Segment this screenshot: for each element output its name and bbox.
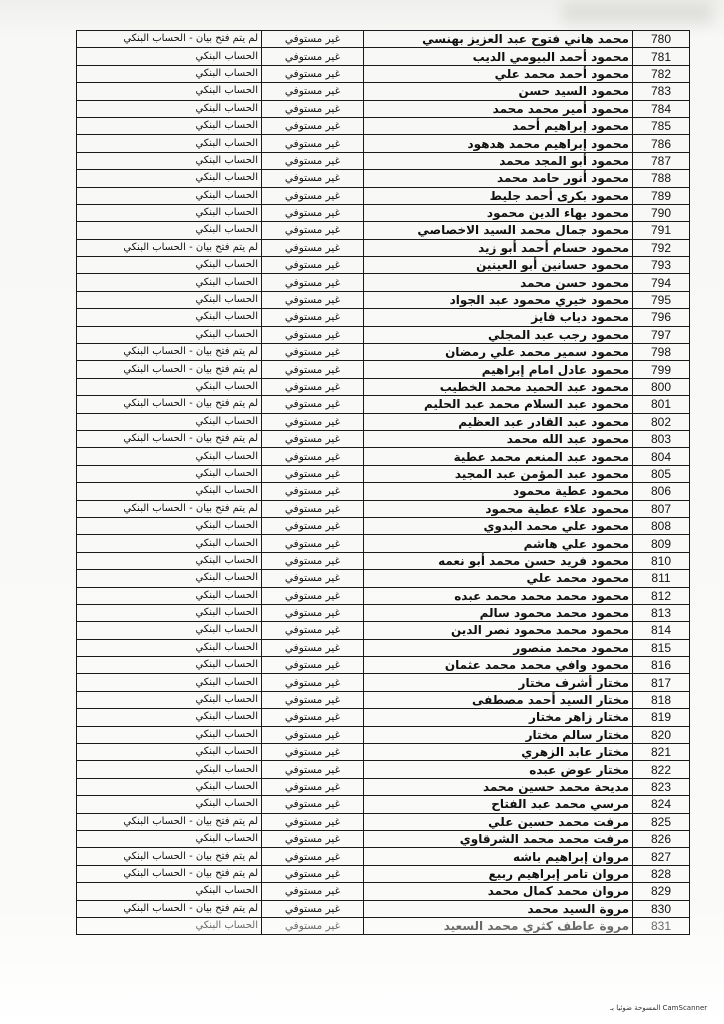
table-row <box>77 83 690 100</box>
name-cell: محمود سمير محمد علي رمضان <box>364 344 633 361</box>
table-row <box>77 830 690 847</box>
row-number-cell: 798 <box>633 344 690 361</box>
status-cell: غير مستوفي <box>262 430 364 447</box>
note-cell: الحساب البنكي <box>77 65 262 82</box>
note-cell: لم يتم فتح بيان - الحساب البنكي <box>77 31 262 48</box>
name-cell: محمود عادل امام إبراهيم <box>364 361 633 378</box>
status-cell: غير مستوفي <box>262 830 364 847</box>
table-row <box>77 570 690 587</box>
name-cell: مختار سالم مختار <box>364 726 633 743</box>
status-cell: غير مستوفي <box>262 204 364 221</box>
note-cell: الحساب البنكي <box>77 187 262 204</box>
status-cell: غير مستوفي <box>262 883 364 900</box>
note-cell: الحساب البنكي <box>77 204 262 221</box>
status-cell: غير مستوفي <box>262 274 364 291</box>
table-row <box>77 326 690 343</box>
status-cell: غير مستوفي <box>262 813 364 830</box>
table-row <box>77 100 690 117</box>
scan-smudge <box>562 2 712 24</box>
status-cell: غير مستوفي <box>262 744 364 761</box>
row-number-cell: 803 <box>633 430 690 447</box>
status-cell: غير مستوفي <box>262 570 364 587</box>
note-cell: الحساب البنكي <box>77 657 262 674</box>
name-cell: محمود بكرى أحمد جليط <box>364 187 633 204</box>
status-cell: غير مستوفي <box>262 639 364 656</box>
name-cell: محمود أبو المجد محمد <box>364 152 633 169</box>
table-row <box>77 813 690 830</box>
note-cell: لم يتم فتح بيان - الحساب البنكي <box>77 430 262 447</box>
row-number-cell: 807 <box>633 500 690 517</box>
row-number-cell: 796 <box>633 309 690 326</box>
status-cell: غير مستوفي <box>262 604 364 621</box>
row-number-cell: 831 <box>633 917 690 934</box>
row-number-cell: 813 <box>633 604 690 621</box>
table-row <box>77 344 690 361</box>
name-cell: مروان محمد كمال محمد <box>364 883 633 900</box>
table-row <box>77 361 690 378</box>
note-cell: الحساب البنكي <box>77 170 262 187</box>
status-cell: غير مستوفي <box>262 344 364 361</box>
status-cell: غير مستوفي <box>262 848 364 865</box>
status-cell: غير مستوفي <box>262 361 364 378</box>
name-cell: محمود أحمد محمد علي <box>364 65 633 82</box>
status-cell: غير مستوفي <box>262 309 364 326</box>
table-row <box>77 865 690 882</box>
table-row <box>77 170 690 187</box>
table-row <box>77 274 690 291</box>
row-number-cell: 816 <box>633 657 690 674</box>
applicants-table-body <box>77 31 690 935</box>
note-cell: الحساب البنكي <box>77 291 262 308</box>
name-cell: محمود أمير محمد محمد <box>364 100 633 117</box>
table-row <box>77 309 690 326</box>
name-cell: مختار عابد الزهري <box>364 744 633 761</box>
name-cell: محمود إبراهيم محمد هدهود <box>364 135 633 152</box>
note-cell: لم يتم فتح بيان - الحساب البنكي <box>77 396 262 413</box>
table-row <box>77 587 690 604</box>
name-cell: محمود أحمد البيومي الديب <box>364 48 633 65</box>
row-number-cell: 824 <box>633 796 690 813</box>
status-cell: غير مستوفي <box>262 674 364 691</box>
name-cell: محمود محمد منصور <box>364 639 633 656</box>
row-number-cell: 819 <box>633 709 690 726</box>
name-cell: محمود علي هاشم <box>364 535 633 552</box>
name-cell: محمود عبد الحميد محمد الخطيب <box>364 378 633 395</box>
name-cell: محمود عبد القادر عبد العظيم <box>364 413 633 430</box>
row-number-cell: 792 <box>633 239 690 256</box>
note-cell: الحساب البنكي <box>77 709 262 726</box>
name-cell: محمود فريد حسن محمد أبو نعمه <box>364 552 633 569</box>
name-cell: مديحة محمد حسين محمد <box>364 778 633 795</box>
table-row <box>77 796 690 813</box>
table-row <box>77 622 690 639</box>
table-row <box>77 396 690 413</box>
note-cell: الحساب البنكي <box>77 796 262 813</box>
row-number-cell: 802 <box>633 413 690 430</box>
status-cell: غير مستوفي <box>262 413 364 430</box>
note-cell: الحساب البنكي <box>77 517 262 534</box>
row-number-cell: 786 <box>633 135 690 152</box>
table-row <box>77 31 690 48</box>
name-cell: محمود السيد حسن <box>364 83 633 100</box>
status-cell: غير مستوفي <box>262 291 364 308</box>
note-cell: الحساب البنكي <box>77 587 262 604</box>
note-cell: لم يتم فتح بيان - الحساب البنكي <box>77 900 262 917</box>
status-cell: غير مستوفي <box>262 726 364 743</box>
row-number-cell: 808 <box>633 517 690 534</box>
row-number-cell: 810 <box>633 552 690 569</box>
name-cell: محمود إبراهيم أحمد <box>364 117 633 134</box>
note-cell: الحساب البنكي <box>77 883 262 900</box>
status-cell: غير مستوفي <box>262 535 364 552</box>
name-cell: محمود حسن محمد <box>364 274 633 291</box>
table-row <box>77 917 690 934</box>
status-cell: غير مستوفي <box>262 257 364 274</box>
table-row <box>77 465 690 482</box>
row-number-cell: 789 <box>633 187 690 204</box>
name-cell: محمود دياب فايز <box>364 309 633 326</box>
status-cell: غير مستوفي <box>262 465 364 482</box>
note-cell: الحساب البنكي <box>77 761 262 778</box>
table-row <box>77 239 690 256</box>
status-cell: غير مستوفي <box>262 483 364 500</box>
name-cell: محمود محمد محمود نصر الدين <box>364 622 633 639</box>
note-cell: الحساب البنكي <box>77 778 262 795</box>
status-cell: غير مستوفي <box>262 448 364 465</box>
applicants-table <box>76 30 690 935</box>
row-number-cell: 788 <box>633 170 690 187</box>
table-row <box>77 257 690 274</box>
note-cell: الحساب البنكي <box>77 552 262 569</box>
status-cell: غير مستوفي <box>262 761 364 778</box>
row-number-cell: 826 <box>633 830 690 847</box>
row-number-cell: 795 <box>633 291 690 308</box>
note-cell: الحساب البنكي <box>77 413 262 430</box>
row-number-cell: 793 <box>633 257 690 274</box>
table-row <box>77 117 690 134</box>
table-row <box>77 187 690 204</box>
table-row <box>77 709 690 726</box>
name-cell: مرسي محمد عبد الفتاح <box>364 796 633 813</box>
table-row <box>77 135 690 152</box>
note-cell: الحساب البنكي <box>77 744 262 761</box>
note-cell: الحساب البنكي <box>77 117 262 134</box>
note-cell: لم يتم فتح بيان - الحساب البنكي <box>77 500 262 517</box>
name-cell: محمود عبد المؤمن عبد المجيد <box>364 465 633 482</box>
note-cell: الحساب البنكي <box>77 465 262 482</box>
name-cell: مروان إبراهيم باشه <box>364 848 633 865</box>
name-cell: محمود علاء عطية محمود <box>364 500 633 517</box>
table-row <box>77 222 690 239</box>
name-cell: مروة عاطف كثري محمد السعيد <box>364 917 633 934</box>
note-cell: لم يتم فتح بيان - الحساب البنكي <box>77 361 262 378</box>
table-row <box>77 204 690 221</box>
row-number-cell: 790 <box>633 204 690 221</box>
name-cell: محمود عطية محمود <box>364 483 633 500</box>
note-cell: الحساب البنكي <box>77 309 262 326</box>
status-cell: غير مستوفي <box>262 691 364 708</box>
status-cell: غير مستوفي <box>262 900 364 917</box>
row-number-cell: 811 <box>633 570 690 587</box>
row-number-cell: 827 <box>633 848 690 865</box>
row-number-cell: 797 <box>633 326 690 343</box>
note-cell: لم يتم فتح بيان - الحساب البنكي <box>77 813 262 830</box>
status-cell: غير مستوفي <box>262 552 364 569</box>
table-row <box>77 883 690 900</box>
row-number-cell: 800 <box>633 378 690 395</box>
note-cell: الحساب البنكي <box>77 830 262 847</box>
row-number-cell: 805 <box>633 465 690 482</box>
name-cell: محمود عبد المنعم محمد عطية <box>364 448 633 465</box>
status-cell: غير مستوفي <box>262 396 364 413</box>
camscanner-watermark: المسوحة ضوئيا بـ CamScanner <box>610 1004 708 1012</box>
note-cell: الحساب البنكي <box>77 326 262 343</box>
status-cell: غير مستوفي <box>262 709 364 726</box>
status-cell: غير مستوفي <box>262 796 364 813</box>
row-number-cell: 818 <box>633 691 690 708</box>
status-cell: غير مستوفي <box>262 48 364 65</box>
name-cell: محمود جمال محمد السيد الاخصاصي <box>364 222 633 239</box>
row-number-cell: 812 <box>633 587 690 604</box>
table-row <box>77 517 690 534</box>
name-cell: محمود خيري محمود عبد الجواد <box>364 291 633 308</box>
note-cell: الحساب البنكي <box>77 135 262 152</box>
name-cell: محمود محمد علي <box>364 570 633 587</box>
status-cell: غير مستوفي <box>262 187 364 204</box>
row-number-cell: 801 <box>633 396 690 413</box>
note-cell: لم يتم فتح بيان - الحساب البنكي <box>77 848 262 865</box>
name-cell: مرفت محمد محمد الشرقاوي <box>364 830 633 847</box>
status-cell: غير مستوفي <box>262 152 364 169</box>
row-number-cell: 783 <box>633 83 690 100</box>
status-cell: غير مستوفي <box>262 31 364 48</box>
status-cell: غير مستوفي <box>262 83 364 100</box>
table-row <box>77 413 690 430</box>
row-number-cell: 822 <box>633 761 690 778</box>
table-row <box>77 552 690 569</box>
table-row <box>77 604 690 621</box>
row-number-cell: 815 <box>633 639 690 656</box>
row-number-cell: 806 <box>633 483 690 500</box>
row-number-cell: 781 <box>633 48 690 65</box>
table-row <box>77 448 690 465</box>
status-cell: غير مستوفي <box>262 500 364 517</box>
table-row <box>77 674 690 691</box>
row-number-cell: 829 <box>633 883 690 900</box>
row-number-cell: 817 <box>633 674 690 691</box>
row-number-cell: 794 <box>633 274 690 291</box>
row-number-cell: 787 <box>633 152 690 169</box>
status-cell: غير مستوفي <box>262 65 364 82</box>
note-cell: الحساب البنكي <box>77 674 262 691</box>
table-row <box>77 48 690 65</box>
note-cell: لم يتم فتح بيان - الحساب البنكي <box>77 239 262 256</box>
name-cell: محمود أنور حامد محمد <box>364 170 633 187</box>
note-cell: الحساب البنكي <box>77 726 262 743</box>
table-row <box>77 535 690 552</box>
name-cell: مختار أشرف مختار <box>364 674 633 691</box>
name-cell: محمود وافي محمد محمد عثمان <box>364 657 633 674</box>
status-cell: غير مستوفي <box>262 135 364 152</box>
note-cell: الحساب البنكي <box>77 483 262 500</box>
status-cell: غير مستوفي <box>262 622 364 639</box>
table-row <box>77 152 690 169</box>
table-row <box>77 761 690 778</box>
status-cell: غير مستوفي <box>262 917 364 934</box>
name-cell: محمود عبد السلام محمد عبد الحليم <box>364 396 633 413</box>
note-cell: الحساب البنكي <box>77 604 262 621</box>
row-number-cell: 799 <box>633 361 690 378</box>
table-row <box>77 291 690 308</box>
row-number-cell: 830 <box>633 900 690 917</box>
status-cell: غير مستوفي <box>262 378 364 395</box>
note-cell: الحساب البنكي <box>77 570 262 587</box>
table-row <box>77 778 690 795</box>
table-row <box>77 848 690 865</box>
name-cell: مختار عوض عبده <box>364 761 633 778</box>
note-cell: الحساب البنكي <box>77 83 262 100</box>
table-row <box>77 691 690 708</box>
row-number-cell: 814 <box>633 622 690 639</box>
note-cell: الحساب البنكي <box>77 152 262 169</box>
note-cell: الحساب البنكي <box>77 257 262 274</box>
name-cell: محمود عبد الله محمد <box>364 430 633 447</box>
status-cell: غير مستوفي <box>262 778 364 795</box>
row-number-cell: 821 <box>633 744 690 761</box>
status-cell: غير مستوفي <box>262 239 364 256</box>
status-cell: غير مستوفي <box>262 222 364 239</box>
row-number-cell: 785 <box>633 117 690 134</box>
note-cell: الحساب البنكي <box>77 274 262 291</box>
row-number-cell: 823 <box>633 778 690 795</box>
note-cell: الحساب البنكي <box>77 691 262 708</box>
note-cell: الحساب البنكي <box>77 917 262 934</box>
table-row <box>77 744 690 761</box>
name-cell: محمود محمد محمد محمد عبده <box>364 587 633 604</box>
status-cell: غير مستوفي <box>262 117 364 134</box>
row-number-cell: 782 <box>633 65 690 82</box>
row-number-cell: 804 <box>633 448 690 465</box>
status-cell: غير مستوفي <box>262 587 364 604</box>
table-row <box>77 639 690 656</box>
name-cell: مرفت محمد حسين علي <box>364 813 633 830</box>
note-cell: الحساب البنكي <box>77 48 262 65</box>
note-cell: الحساب البنكي <box>77 448 262 465</box>
status-cell: غير مستوفي <box>262 326 364 343</box>
name-cell: محمود رجب عبد المجلي <box>364 326 633 343</box>
note-cell: الحساب البنكي <box>77 222 262 239</box>
status-cell: غير مستوفي <box>262 865 364 882</box>
table-row <box>77 900 690 917</box>
name-cell: محمود علي محمد البدوي <box>364 517 633 534</box>
row-number-cell: 809 <box>633 535 690 552</box>
note-cell: الحساب البنكي <box>77 535 262 552</box>
row-number-cell: 825 <box>633 813 690 830</box>
table-row <box>77 483 690 500</box>
note-cell: لم يتم فتح بيان - الحساب البنكي <box>77 344 262 361</box>
table-row <box>77 726 690 743</box>
name-cell: محمود حسانين أبو العينين <box>364 257 633 274</box>
table-row <box>77 500 690 517</box>
note-cell: الحساب البنكي <box>77 100 262 117</box>
status-cell: غير مستوفي <box>262 170 364 187</box>
note-cell: الحساب البنكي <box>77 378 262 395</box>
status-cell: غير مستوفي <box>262 657 364 674</box>
row-number-cell: 828 <box>633 865 690 882</box>
name-cell: مروة السيد محمد <box>364 900 633 917</box>
row-number-cell: 820 <box>633 726 690 743</box>
note-cell: لم يتم فتح بيان - الحساب البنكي <box>77 865 262 882</box>
name-cell: محمود بهاء الدين محمود <box>364 204 633 221</box>
table-row <box>77 378 690 395</box>
note-cell: الحساب البنكي <box>77 639 262 656</box>
table-row <box>77 65 690 82</box>
name-cell: محمود حسام أحمد أبو زيد <box>364 239 633 256</box>
row-number-cell: 784 <box>633 100 690 117</box>
row-number-cell: 780 <box>633 31 690 48</box>
name-cell: محمد هاني فتوح عبد العزيز بهنسي <box>364 31 633 48</box>
row-number-cell: 791 <box>633 222 690 239</box>
note-cell: الحساب البنكي <box>77 622 262 639</box>
status-cell: غير مستوفي <box>262 100 364 117</box>
table-row <box>77 430 690 447</box>
name-cell: مروان تامر إبراهيم ربيع <box>364 865 633 882</box>
name-cell: مختار زاهر مختار <box>364 709 633 726</box>
table-row <box>77 657 690 674</box>
status-cell: غير مستوفي <box>262 517 364 534</box>
name-cell: مختار السيد أحمد مصطفى <box>364 691 633 708</box>
name-cell: محمود محمد محمود سالم <box>364 604 633 621</box>
